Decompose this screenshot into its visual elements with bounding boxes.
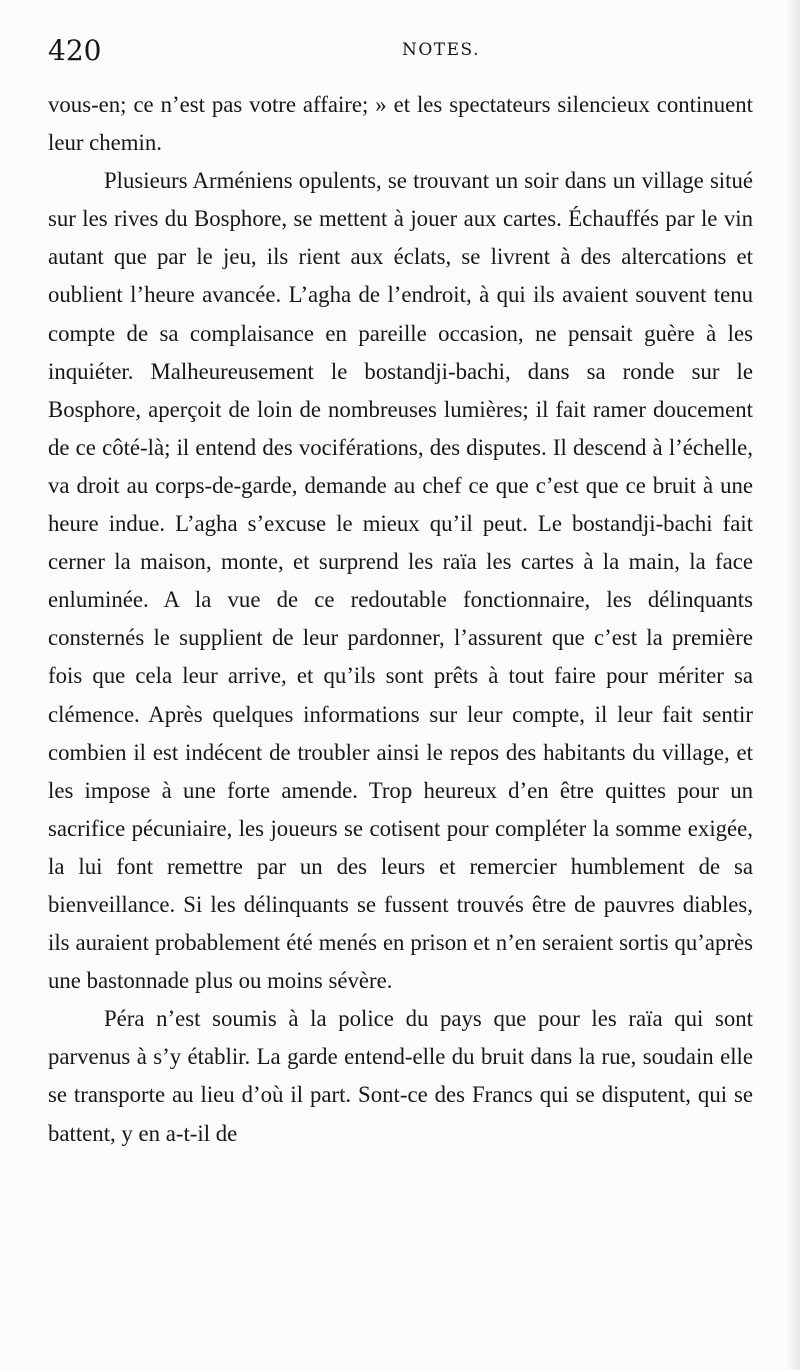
body-text [48,86,753,1153]
paragraph-3: Péra n’est soumis à la police du pays que pour les raïa qui sont parvenus à s’y établir. La garde entend-elle du bruit dans la rue, soudain elle se transporte au lieu d’où il part. Sont-ce des Francs qui se disputent, qui se battent, y en a-t-il de [48,1006,753,1146]
page-edge-shadow [786,0,800,1370]
page-header [48,34,753,74]
paragraph-2: Plusieurs Arméniens opulents, se trouvant un soir dans un village situé sur les rives du Bosphore, se mettent à jouer aux cartes. Échauffés par le vin autant que par le jeu, ils rient aux éclats, se livrent à des altercations et oublient l’heure avancée. L’agha de l’endroit, à qui ils avaient souvent tenu compte de sa complaisance en pareille occasion, ne pensait guère à les inquiéter. Malheureusement le bostandji-bachi, dans sa ronde sur le Bosphore, aperçoit de loin de nombreuses lumières; il fait ramer doucement de ce côté-là; il entend des vociférations, des disputes. Il descend à l’échelle, va droit au corps-de-garde, demande au chef ce que c’est que ce bruit à une heure indue. L’agha s’excuse le mieux qu’il peut. Le bostandji-bachi fait cerner la maison, monte, et surprend les raïa les cartes à la main, la face enluminée. A la vue de ce redoutable fonctionnaire, les délinquants consternés le supplient de leur pardonner, l’assurent que c’est la première fois que cela leur arrive, et qu’ils sont prêts à tout faire pour mériter sa clémence. Après quelques informations sur leur compte, il leur fait sentir combien il est indécent de troubler ainsi le repos des habitants du village, et les impose à une forte amende. Trop heureux d’en être quittes pour un sacrifice pécuniaire, les joueurs se cotisent pour compléter la somme exigée, la lui font remettre par un des leurs et remercier humblement de sa bienveillance. Si les délinquants se fussent trouvés être de pauvres diables, ils auraient probablement été menés en prison et n’en seraient sortis qu’après une bastonnade plus ou moins sévère. [48,168,753,994]
paragraph-1: vous-en; ce n’est pas votre affaire; » et les spectateurs silencieux continuent leur chemin. [48,92,753,156]
page-number: 420 [48,34,102,67]
running-head: NOTES. [402,40,481,60]
